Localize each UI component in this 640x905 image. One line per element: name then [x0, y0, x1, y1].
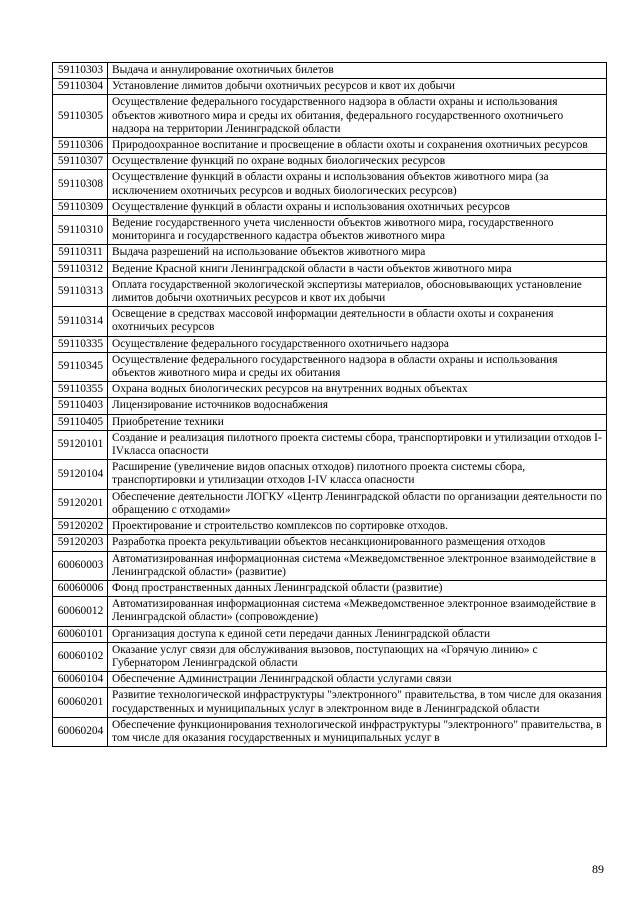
- page-number: 89: [592, 862, 604, 876]
- row-description: Осуществление федерального государственного надзора в области охраны и использования объектов животного мира и среды их обитания: [108, 352, 607, 381]
- row-code: 59110313: [53, 277, 108, 306]
- row-description: Освещение в средствах массовой информации деятельности в области охоты и сохранения охотничьих ресурсов: [108, 307, 607, 336]
- row-description: Оказание услуг связи для обслуживания вызовов, поступающих на «Горячую линию» с Губернатором Ленинградской области: [108, 642, 607, 671]
- table-row: [53, 138, 607, 154]
- row-description: Развитие технологической инфраструктуры "электронного" правительства, в том числе для оказания государственных и муниципальных услуг в электронном виде в Ленинградской области: [108, 688, 607, 717]
- row-code: 60060101: [53, 626, 108, 642]
- row-description: Обеспечение деятельности ЛОГКУ «Центр Ленинградской области по организации деятельности по обращению с отходами»: [108, 489, 607, 518]
- row-description: Осуществление функций по охране водных биологических ресурсов: [108, 154, 607, 170]
- row-code: 60060102: [53, 642, 108, 671]
- row-description: Установление лимитов добычи охотничьих ресурсов и квот их добычи: [108, 79, 607, 95]
- row-code: 59110314: [53, 307, 108, 336]
- table-row: [53, 170, 607, 199]
- row-code: 60060201: [53, 688, 108, 717]
- row-code: 60060204: [53, 717, 108, 746]
- table-row: [53, 95, 607, 138]
- row-description: Приобретение техники: [108, 414, 607, 430]
- row-description: Автоматизированная информационная система «Межведомственное электронное взаимодействие в Ленинградской области» (сопровождение): [108, 597, 607, 626]
- table-row: [53, 535, 607, 551]
- table-row: [53, 717, 607, 746]
- row-code: 59110305: [53, 95, 108, 138]
- row-code: 59110310: [53, 216, 108, 245]
- table-row: [53, 261, 607, 277]
- row-code: 59110308: [53, 170, 108, 199]
- table-row: [53, 460, 607, 489]
- row-code: 60060003: [53, 551, 108, 580]
- table-row: [53, 154, 607, 170]
- row-code: 60060012: [53, 597, 108, 626]
- row-description: Автоматизированная информационная система «Межведомственное электронное взаимодействие в Ленинградской области» (развитие): [108, 551, 607, 580]
- row-code: 59110303: [53, 63, 108, 79]
- row-description: Осуществление функций в области охраны и использования объектов животного мира (за исключением охотничьих ресурсов и водных биологических ресурсов): [108, 170, 607, 199]
- row-description: Лицензирование источников водоснабжения: [108, 398, 607, 414]
- table-row: [53, 414, 607, 430]
- row-code: 59120101: [53, 430, 108, 459]
- row-code: 59110309: [53, 199, 108, 215]
- table-row: [53, 519, 607, 535]
- row-code: 59110304: [53, 79, 108, 95]
- row-code: 59110335: [53, 336, 108, 352]
- row-description: Обеспечение функционирования технологической инфраструктуры "электронного" правительства, в том числе для оказания государственных и муниципальных услуг в: [108, 717, 607, 746]
- row-description: Фонд пространственных данных Ленинградской области (развитие): [108, 580, 607, 596]
- row-code: 59120104: [53, 460, 108, 489]
- table-row: [53, 245, 607, 261]
- row-code: 59120203: [53, 535, 108, 551]
- row-description: Обеспечение Администрации Ленинградской области услугами связи: [108, 672, 607, 688]
- table-row: [53, 199, 607, 215]
- row-description: Выдача и аннулирование охотничьих билетов: [108, 63, 607, 79]
- table-row: [53, 277, 607, 306]
- table-row: [53, 642, 607, 671]
- row-description: Разработка проекта рекультивации объектов несанкционированного размещения отходов: [108, 535, 607, 551]
- row-description: Оплата государственной экологической экспертизы материалов, обосновывающих установление лимитов добычи охотничьих ресурсов и квот их добычи: [108, 277, 607, 306]
- table-row: [53, 307, 607, 336]
- row-description: Охрана водных биологических ресурсов на внутренних водных объектах: [108, 382, 607, 398]
- row-description: Создание и реализация пилотного проекта системы сбора, транспортировки и утилизации отходов I-IVкласса опасности: [108, 430, 607, 459]
- row-description: Природоохранное воспитание и просвещение в области охоты и сохранения охотничьих ресурсов: [108, 138, 607, 154]
- table-row: [53, 551, 607, 580]
- row-code: 59110345: [53, 352, 108, 381]
- table-row: [53, 216, 607, 245]
- row-description: Осуществление федерального государственного надзора в области охраны и использования объектов животного мира и среды их обитания, федерального государственного охотничьего надзора на территории Ленинградской области: [108, 95, 607, 138]
- row-code: 59110311: [53, 245, 108, 261]
- table-row: [53, 352, 607, 381]
- row-code: 59110307: [53, 154, 108, 170]
- table-row: [53, 580, 607, 596]
- table-row: [53, 336, 607, 352]
- row-description: Проектирование и строительство комплексов по сортировке отходов.: [108, 519, 607, 535]
- table-row: [53, 430, 607, 459]
- row-code: 59120202: [53, 519, 108, 535]
- row-code: 60060006: [53, 580, 108, 596]
- table-row: [53, 626, 607, 642]
- row-code: 59110405: [53, 414, 108, 430]
- row-description: Осуществление функций в области охраны и использования охотничьих ресурсов: [108, 199, 607, 215]
- table-row: [53, 79, 607, 95]
- row-code: 59120201: [53, 489, 108, 518]
- table-row: [53, 672, 607, 688]
- table-row: [53, 382, 607, 398]
- row-description: Осуществление федерального государственного охотничьего надзора: [108, 336, 607, 352]
- row-code: 59110403: [53, 398, 108, 414]
- row-description: Расширение (увеличение видов опасных отходов) пилотного проекта системы сбора, транспортировки и утилизации отходов I-IV класса опасности: [108, 460, 607, 489]
- table-row: [53, 489, 607, 518]
- table-row: [53, 398, 607, 414]
- budget-codes-table: [52, 62, 607, 747]
- table-body: [53, 63, 607, 747]
- row-code: 59110355: [53, 382, 108, 398]
- table-row: [53, 688, 607, 717]
- row-code: 59110312: [53, 261, 108, 277]
- row-code: 59110306: [53, 138, 108, 154]
- table-row: [53, 597, 607, 626]
- row-description: Выдача разрешений на использование объектов животного мира: [108, 245, 607, 261]
- row-code: 60060104: [53, 672, 108, 688]
- row-description: Ведение государственного учета численности объектов животного мира, государственного мониторинга и государственного кадастра объектов животного мира: [108, 216, 607, 245]
- table-row: [53, 63, 607, 79]
- row-description: Организация доступа к единой сети передачи данных Ленинградской области: [108, 626, 607, 642]
- row-description: Ведение Красной книги Ленинградской области в части объектов животного мира: [108, 261, 607, 277]
